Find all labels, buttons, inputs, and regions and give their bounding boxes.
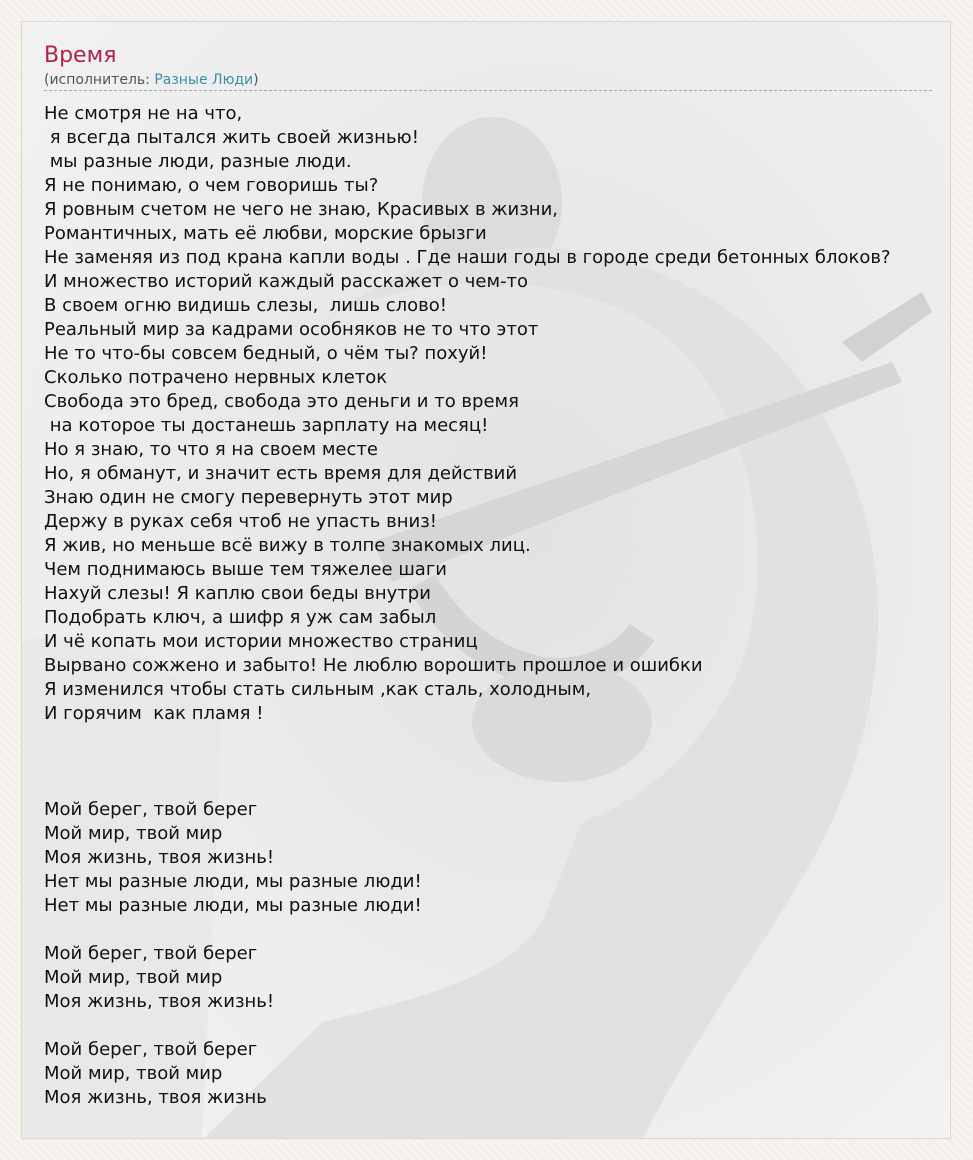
lyric-line bbox=[44, 918, 944, 942]
lyric-line: Мой мир, твой мир bbox=[44, 823, 223, 844]
lyric-line: Но я знаю, то что я на своем месте bbox=[44, 439, 378, 460]
lyric-line bbox=[44, 774, 944, 798]
lyrics-text bbox=[44, 102, 944, 1110]
lyric-line: Моя жизнь, твоя жизнь! bbox=[44, 847, 275, 868]
lyric-line: Подобрать ключ, а шифр я уж сам забыл bbox=[44, 607, 437, 628]
lyric-line: Я ровным счетом не чего не знаю, Красивых в жизни, bbox=[44, 199, 558, 220]
lyric-line: Нахуй слезы! Я каплю свои беды внутри bbox=[44, 583, 431, 604]
artist-prefix: (исполнитель: bbox=[44, 72, 155, 88]
lyric-line: Я не понимаю, о чем говоришь ты? bbox=[44, 175, 379, 196]
artist-line bbox=[44, 71, 944, 89]
lyric-line: Мой берег, твой берег bbox=[44, 943, 258, 964]
lyric-line: Не заменяя из под крана капли воды . Где наши годы в городе среди бетонных блоков? bbox=[44, 247, 891, 268]
lyric-line: Я жив, но меньше всё вижу в толпе знакомых лиц. bbox=[44, 535, 531, 556]
title-divider bbox=[44, 90, 932, 91]
lyric-line: Чем поднимаюсь выше тем тяжелее шаги bbox=[44, 559, 447, 580]
song-title: Время bbox=[44, 43, 117, 68]
lyrics-card bbox=[21, 21, 951, 1139]
lyric-line: Держу в руках себя чтоб не упасть вниз! bbox=[44, 511, 438, 532]
lyric-line: И чё копать мои истории множество страниц bbox=[44, 631, 478, 652]
lyric-line: И множество историй каждый расскажет о чем-то bbox=[44, 271, 529, 292]
lyric-line: Мой мир, твой мир bbox=[44, 967, 223, 988]
lyric-line: мы разные люди, разные люди. bbox=[44, 151, 352, 172]
song-content bbox=[44, 42, 944, 1110]
lyric-line: Реальный мир за кадрами особняков не то что этот bbox=[44, 319, 539, 340]
lyric-line: Но, я обманут, и значит есть время для действий bbox=[44, 463, 518, 484]
lyric-line bbox=[44, 726, 944, 750]
lyric-line: я всегда пытался жить своей жизнью! bbox=[44, 127, 419, 148]
artist-link[interactable]: Разные Люди bbox=[154, 72, 254, 88]
lyric-line bbox=[44, 1014, 944, 1038]
lyric-line: Вырвано сожжено и забыто! Не люблю ворошить прошлое и ошибки bbox=[44, 655, 703, 676]
lyric-line: Мой мир, твой мир bbox=[44, 1063, 223, 1084]
lyric-line: Свобода это бред, свобода это деньги и то время bbox=[44, 391, 519, 412]
lyric-line: Сколько потрачено нервных клеток bbox=[44, 367, 388, 388]
lyric-line: Знаю один не смогу перевернуть этот мир bbox=[44, 487, 453, 508]
lyric-line: на которое ты достанешь зарплату на месяц! bbox=[44, 415, 489, 436]
lyric-line: Не смотря не на что, bbox=[44, 103, 243, 124]
lyric-line: Моя жизнь, твоя жизнь bbox=[44, 1087, 267, 1108]
lyric-line: В своем огню видишь слезы, лишь слово! bbox=[44, 295, 448, 316]
lyric-line: Нет мы разные люди, мы разные люди! bbox=[44, 895, 422, 916]
lyric-line: Моя жизнь, твоя жизнь! bbox=[44, 991, 275, 1012]
lyric-line bbox=[44, 750, 944, 774]
lyric-line: Нет мы разные люди, мы разные люди! bbox=[44, 871, 422, 892]
lyric-line: Романтичных, мать её любви, морские брызги bbox=[44, 223, 487, 244]
lyric-line: Мой берег, твой берег bbox=[44, 799, 258, 820]
artist-suffix: ) bbox=[253, 72, 259, 88]
lyric-line: Мой берег, твой берег bbox=[44, 1039, 258, 1060]
lyric-line: И горячим как пламя ! bbox=[44, 703, 264, 724]
lyric-line: Я изменился чтобы стать сильным ,как сталь, холодным, bbox=[44, 679, 592, 700]
lyric-line: Не то что-бы совсем бедный, о чём ты? похуй! bbox=[44, 343, 488, 364]
